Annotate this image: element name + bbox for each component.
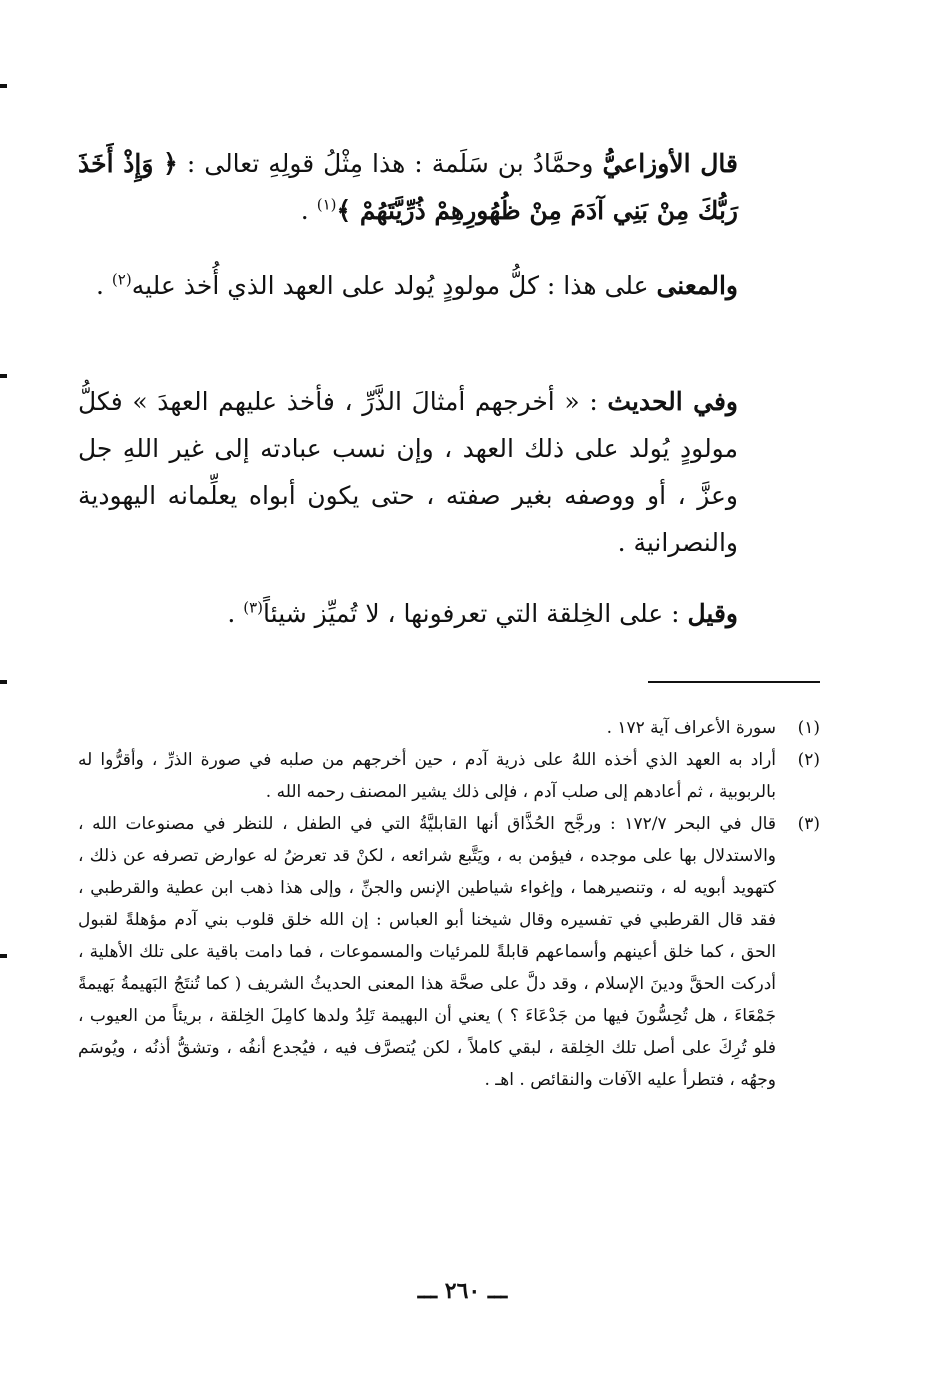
paragraph-hadith (78, 378, 738, 566)
paragraph-lead: وقيل (687, 599, 738, 628)
paragraph-lead: والمعنى (656, 271, 738, 300)
page-number: ـــ ٢٦٠ ـــ (417, 1278, 508, 1304)
footnotes (78, 712, 820, 1096)
footnote-number: (٢) (797, 750, 820, 770)
quran-verse: ﴿ وَإِذْ أَخَذَ رَبُّكَ مِنْ بَنِي آدَمَ مِنْ ظُهُورِهِمْ ذُرِّيَّتَهُمْ ﴾ (78, 149, 738, 225)
footnote-number: (١) (797, 718, 820, 738)
paragraph-text: على هذا : كلُّ مولودٍ يُولد على العهد الذي أُخذ عليه (131, 271, 657, 300)
footnote-ref[interactable]: (٢) (111, 270, 132, 289)
footnote-text: سورة الأعراف آية ١٧٢ . (606, 718, 776, 738)
footnote (78, 712, 820, 744)
footnote (78, 744, 820, 808)
paragraph-end: . (300, 196, 317, 225)
paragraph-text: : على الخِلقة التي تعرفونها ، لا تُميِّز شيئاً (263, 599, 688, 628)
footnote-ref[interactable]: (٣) (243, 598, 264, 617)
footnote-number: (٣) (797, 814, 820, 834)
footnote-ref[interactable]: (١) (316, 195, 337, 214)
margin-mark (0, 680, 7, 684)
paragraph-meaning (78, 262, 738, 309)
footnote-divider (648, 681, 820, 683)
footnote-text: أراد به العهد الذي أخذه اللهُ على ذرية آدم ، حين أخرجهم من صلبه في صورة الذرِّ ، وأقرُّوا له بالربوبية ، ثم أعادهم إلى صلب آدم ، فإلى ذلك يشير المصنف رحمه الله . (78, 750, 776, 802)
paragraph-text: : « أخرجهم أمثالَ الذَّرِّ ، فأخذ عليهم العهدَ » فكلُّ مولودٍ يُولد على ذلك العهد ، وإن نسب عبادته إلى غير اللهِ جل وعزَّ ، أو ووصفه بغير صفته ، حتى يكون أبواه يعلِّمانه اليهودية والنصرانية . (78, 387, 738, 557)
paragraph-qila (78, 590, 738, 637)
paragraph-end: . (227, 599, 244, 628)
margin-mark (0, 954, 7, 958)
paragraph-awzai (78, 140, 738, 234)
margin-mark (0, 84, 7, 88)
margin-mark (0, 374, 7, 378)
paragraph-end: . (96, 271, 112, 300)
footnote-text: قال في البحر ١٧٢/٧ : ورجَّح الحُذَّاق أنها القابليَّةُ التي في الطفل ، للنظر في مصنوعات الله ، والاستدلال بها على موجده ، فيؤمن به ، ويَتَّبع شرائعه ، لكنْ قد تعرضُ له عوارض تصرفه عن ذلك ، كتهويد أبويه له ، وتنصيرهما ، وإغواء شياطين الإنس والجنِّ ، وإلى هذا ذهب ابن عطية والقرطبي ، فقد قال القرطبي في تفسيره وقال شيخنا أبو العباس : إن الله خلق قلوب بني آدم مؤهلةً لقبول الحق ، كما خلق أعينهم وأسماعهم قابلةً للمرئيات والمسموعات ، فما دامت باقية على تلك الأهلية ، أدركت الحقَّ ودينَ الإسلام ، وقد دلَّ على صحَّة هذا المعنى الحديثُ الشريف ( كما تُنتَجُ البَهيمةُ بَهيمةً جَمْعَاءَ ، هل تُحِسُّونَ فيها من جَدْعَاءَ ؟ ) يعني أن البهيمة تَلِدُ ولدها كامِلَ الخِلقة ، بريئاً من العيوب ، فلو تُرِكَ على أصل تلك الخِلقة ، لبقي كاملاً ، لكن يُتصرَّف فيه ، فيُجدع أنفُه ، وتشقُّ أذنُه ، ويُوسَم وجهُه ، فتطرأ عليه الآفات والنقائص . اهـ . (78, 814, 776, 1090)
paragraph-text: وحمَّادُ بن سَلَمة : هذا مِثْلُ قولِهِ تعالى : (177, 149, 603, 178)
speaker-name: قال الأوزاعيُّ (602, 149, 738, 178)
footnote (78, 808, 820, 1096)
paragraph-lead: وفي الحديث (607, 387, 738, 416)
